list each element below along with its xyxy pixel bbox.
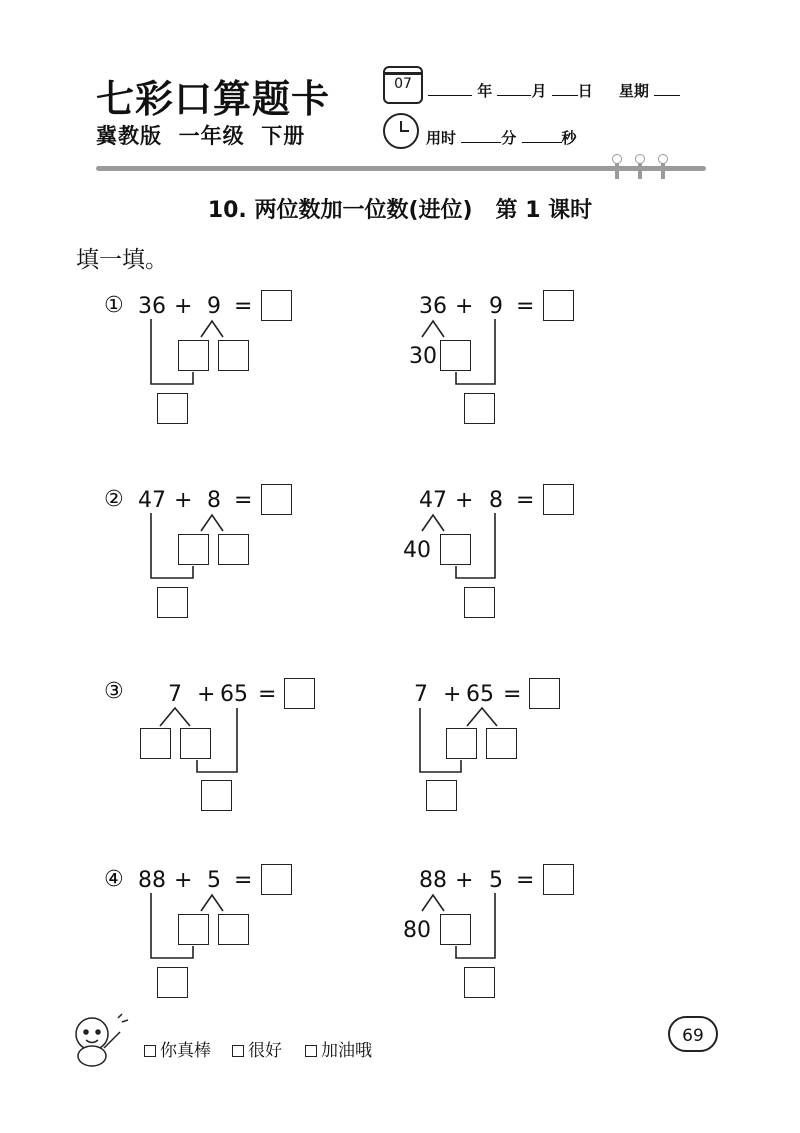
lesson-title: 10. 两位数加一位数(进位) 第 1 课时 [207,198,593,223]
addend-a: 47 [138,488,166,513]
addend-b: 65 [466,682,494,707]
partial-sum-box[interactable] [464,587,495,618]
addend-a: 7 [414,682,428,707]
time-used-label: 用时 [426,129,457,147]
partial-sum-box[interactable] [157,967,188,998]
equals-sign: = [258,682,277,707]
split-box[interactable] [218,534,249,565]
problem-marker: ④ [104,867,124,892]
equals-sign: = [234,294,253,319]
instruction: 填一填。 [76,247,168,273]
split-box[interactable] [440,340,471,371]
plus-sign: + [174,294,193,319]
equals-sign: = [234,488,253,513]
partial-sum-box[interactable] [464,393,495,424]
answer-box[interactable] [284,678,315,709]
answer-box[interactable] [543,484,574,515]
addend-a: 36 [138,294,166,319]
split-box[interactable] [178,534,209,565]
checkbox-icon [232,1045,244,1057]
calendar-number: 07 [394,76,412,92]
split-box[interactable] [140,728,171,759]
answer-box[interactable] [261,484,292,515]
problem-marker: ② [104,487,124,512]
addend-b: 9 [489,294,503,319]
addend-a: 47 [419,488,447,513]
split-box[interactable] [218,340,249,371]
plus-sign: + [443,682,462,707]
plus-sign: + [197,682,216,707]
addend-a: 7 [168,682,182,707]
given-tens: 30 [409,344,437,369]
rating-option-try-harder[interactable] [305,1036,372,1061]
addend-b: 5 [489,868,503,893]
split-box[interactable] [440,914,471,945]
addend-b: 9 [207,294,221,319]
split-box[interactable] [178,914,209,945]
day-label: 日 [577,82,593,100]
answer-box[interactable] [261,864,292,895]
addend-b: 65 [220,682,248,707]
split-box[interactable] [218,914,249,945]
plus-sign: + [174,868,193,893]
partial-sum-box[interactable] [464,967,495,998]
split-box[interactable] [180,728,211,759]
equals-sign: = [234,868,253,893]
answer-box[interactable] [261,290,292,321]
checkbox-icon [144,1045,156,1057]
plus-sign: + [455,488,474,513]
year-label: 年 [477,82,493,100]
answer-box[interactable] [529,678,560,709]
problem-marker: ③ [104,679,124,704]
answer-box[interactable] [543,290,574,321]
mascot-icon [68,1010,132,1072]
brand-logo: 七彩口算题卡 [96,76,331,121]
rating-label: 加油哦 [321,1041,372,1061]
addend-b: 8 [489,488,503,513]
answer-box[interactable] [543,864,574,895]
split-box[interactable] [440,534,471,565]
checkbox-icon [305,1045,317,1057]
equals-sign: = [516,294,535,319]
plus-sign: + [455,868,474,893]
problem-marker: ① [104,293,124,318]
equals-sign: = [516,488,535,513]
rating-option-good[interactable] [232,1036,282,1061]
partial-sum-box[interactable] [157,587,188,618]
rating-label: 很好 [248,1041,282,1061]
addend-a: 36 [419,294,447,319]
plus-sign: + [455,294,474,319]
week-label: 星期 [618,82,649,100]
split-box[interactable] [486,728,517,759]
rating-label: 你真棒 [160,1041,211,1061]
partial-sum-box[interactable] [157,393,188,424]
addend-a: 88 [419,868,447,893]
given-tens: 80 [403,918,431,943]
equals-sign: = [503,682,522,707]
month-label: 月 [531,82,547,100]
rating-option-great[interactable] [144,1036,211,1061]
addend-b: 8 [207,488,221,513]
addend-a: 88 [138,868,166,893]
addend-b: 5 [207,868,221,893]
plus-sign: + [174,488,193,513]
equals-sign: = [516,868,535,893]
edition-label: 冀教版 一年级 下册 [96,124,306,148]
partial-sum-box[interactable] [426,780,457,811]
second-label: 秒 [561,129,577,147]
minute-label: 分 [501,129,517,147]
given-tens: 40 [403,538,431,563]
split-box[interactable] [446,728,477,759]
split-box[interactable] [178,340,209,371]
page-number: 69 [668,1016,718,1052]
partial-sum-box[interactable] [201,780,232,811]
